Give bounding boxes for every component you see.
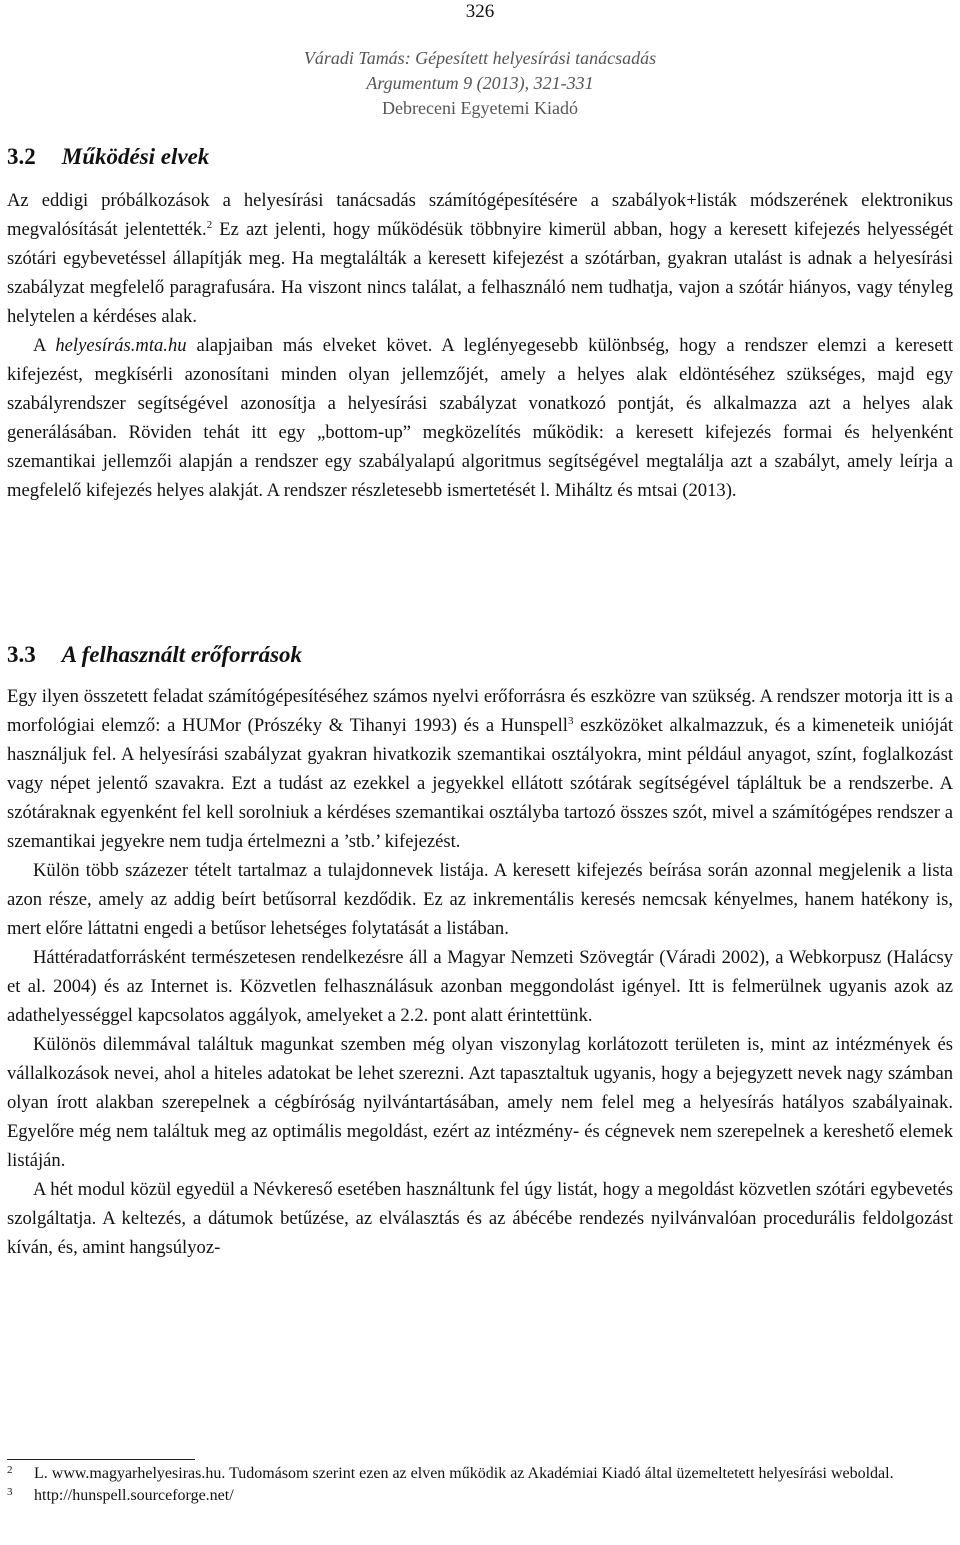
section-3-2-body: [7, 186, 953, 505]
page-number: 326: [465, 1, 495, 22]
paragraph: [7, 331, 953, 505]
running-header: [250, 46, 710, 121]
paragraph: Különös dilemmával találtuk magunkat szemben még olyan viszonylag korlátozott területen is, mint az intézmények és vállalkozások nevei, ahol a hiteles adatokat be lehet szerezni. Azt tapasztaltuk ugyanis, hogy a bejegyzett nevek nagy számban olyan írott alakban szerepelnek a cégbíróság nyilvántartásában, amely nem felel meg a helyesírás hatályos szabályainak. Egyelőre még nem találtuk meg az optimális megoldást, ezért az intézmény- és cégnevek nem szerepelnek a kereshető elemek listáján.: [7, 1034, 953, 1171]
header-publisher: Debreceni Egyetemi Kiadó: [382, 98, 578, 118]
footnote-ref: 2: [206, 219, 213, 231]
paragraph: [7, 682, 953, 856]
footnote: [7, 1486, 953, 1506]
header-journal: Argumentum 9 (2013), 321-331: [366, 73, 594, 93]
footnote-mark: 2: [7, 1464, 13, 1476]
footnote-divider: [7, 1459, 195, 1460]
section-number: 3.2: [7, 144, 36, 169]
footnote-mark: 3: [7, 1486, 13, 1498]
paragraph-text: Egy ilyen összetett feladat számítógépesítéséhez számos nyelvi erőforrásra és eszközre van szükség. A rendszer motorja itt is a morfológiai elemző: a HUMor (Prószéky & Tihanyi 1993) és a Hunspell: [7, 686, 953, 736]
paragraph-text: Ez azt jelenti, hogy működésük többnyire kimerül abban, hogy a keresett kifejezés helyességét szótári egybevetéssel állapítják meg. Ha megtalálták a keresett kifejezést a szótárban, gyakran utalást is adnak a helyesírási szabályzat megfelelő paragrafusára. Ha viszont nincs találat, a felhasználó nem tudhatja, vajon a szótár hiányos, vagy tényleg helytelen a kérdéses alak.: [7, 219, 953, 327]
section-title: A felhasznált erőforrások: [61, 642, 303, 667]
paragraph-text: Az eddigi próbálkozások a helyesírási tanácsadás számítógépesítésére a szabályok+listák módszerének elektronikus megvalósítását jelentették.: [7, 190, 953, 240]
footnotes: [7, 1464, 953, 1508]
footnote-text: L. www.magyarhelyesiras.hu. Tudomásom szerint ezen az elven működik az Akadémiai Kiadó által üzemeltetett helyesírási weboldal.: [34, 1465, 894, 1482]
footnote-text: http://hunspell.sourceforge.net/: [34, 1487, 234, 1504]
paragraph: Háttéradatforrásként természetesen rendelkezésre áll a Magyar Nemzeti Szövegtár (Váradi 2002), a Webkorpusz (Halácsy et al. 2004) és az Internet is. Közvetlen felhasználásuk azonban meggondolást igényel. Itt is felmerülnek ugyanis azok az adathelyességgel kapcsolatos aggályok, amelyeket a 2.2. pont alatt érintettünk.: [7, 947, 953, 1026]
paragraph: A hét modul közül egyedül a Névkereső esetében használtunk fel úgy listát, hogy a megoldást közvetlen szótári egybevetés szolgáltatja. A keltezés, a dátumok betűzése, az elválasztás és az ábécébe rendezés nyilvánvalóan procedurális feldolgozást kíván, és, amint hangsúlyoz-: [7, 1179, 953, 1258]
paragraph: [7, 186, 953, 331]
footnote-ref: 3: [567, 715, 574, 727]
paragraph-text: eszközöket alkalmazzuk, és a kimeneteik unióját használjuk fel. A helyesírási szabályzat gyakran hivatkozik szemantikai osztályokra, mint például anyagot, színt, foglalkozást vagy népet jelentő szavakra. Ezt a tudást az ezekkel a jegyekkel ellátott szótárak segítségével tápláltuk be a rendszerbe. A szótáraknak egyenként fel kell sorolniuk a kérdéses szemantikai osztályba tartozó összes szót, mivel a számítógépes rendszer a szemantikai jegyekre nem tudja értelmezni a ’stb.’ kifejezést.: [7, 715, 953, 852]
url-italic: helyesírás.mta.hu: [55, 335, 187, 356]
footnote: [7, 1464, 953, 1484]
paragraph: Külön több százezer tételt tartalmaz a tulajdonnevek listája. A keresett kifejezés beírása során azonnal megjelenik a lista azon része, amely az addig beírt betűsorral kezdődik. Ez az inkrementális keresés nemcsak kényelmes, hanem hatékony is, mert előre láttatni engedi a betűsor lehetséges folytatását a listában.: [7, 860, 953, 939]
header-author-title: Váradi Tamás: Gépesített helyesírási tanácsadás: [303, 48, 657, 68]
section-number: 3.3: [7, 642, 36, 667]
paragraph-text: A: [33, 335, 56, 356]
section-title: Működési elvek: [61, 144, 210, 169]
section-3-3-body: [7, 682, 953, 1262]
paragraph-text: alapjaiban más elveket követ. A leglényegesebb különbség, hogy a rendszer elemzi a keresett kifejezést, megkísérli azonosítani minden olyan jellemzőjét, amely a helyes alak eldöntéséhez szükséges, majd egy szabályrendszer segítségével azonosítja a helyesírási szabályzat vonatkozó pontját, és alkalmazza azt a helyes alak generálásában. Röviden tehát itt egy „bottom-up” megközelítés működik: a keresett kifejezés formai és helyenként szemantikai jellemzői alapján a rendszer egy szabályalapú algoritmus segítségével megtalálja azt a szabályt, amely leírja a megfelelő kifejezés helyes alakját. A rendszer részletesebb ismertetését l. Miháltz és mtsai (2013).: [7, 335, 953, 501]
section-heading-3-3: [7, 640, 302, 670]
section-heading-3-2: [7, 142, 209, 172]
